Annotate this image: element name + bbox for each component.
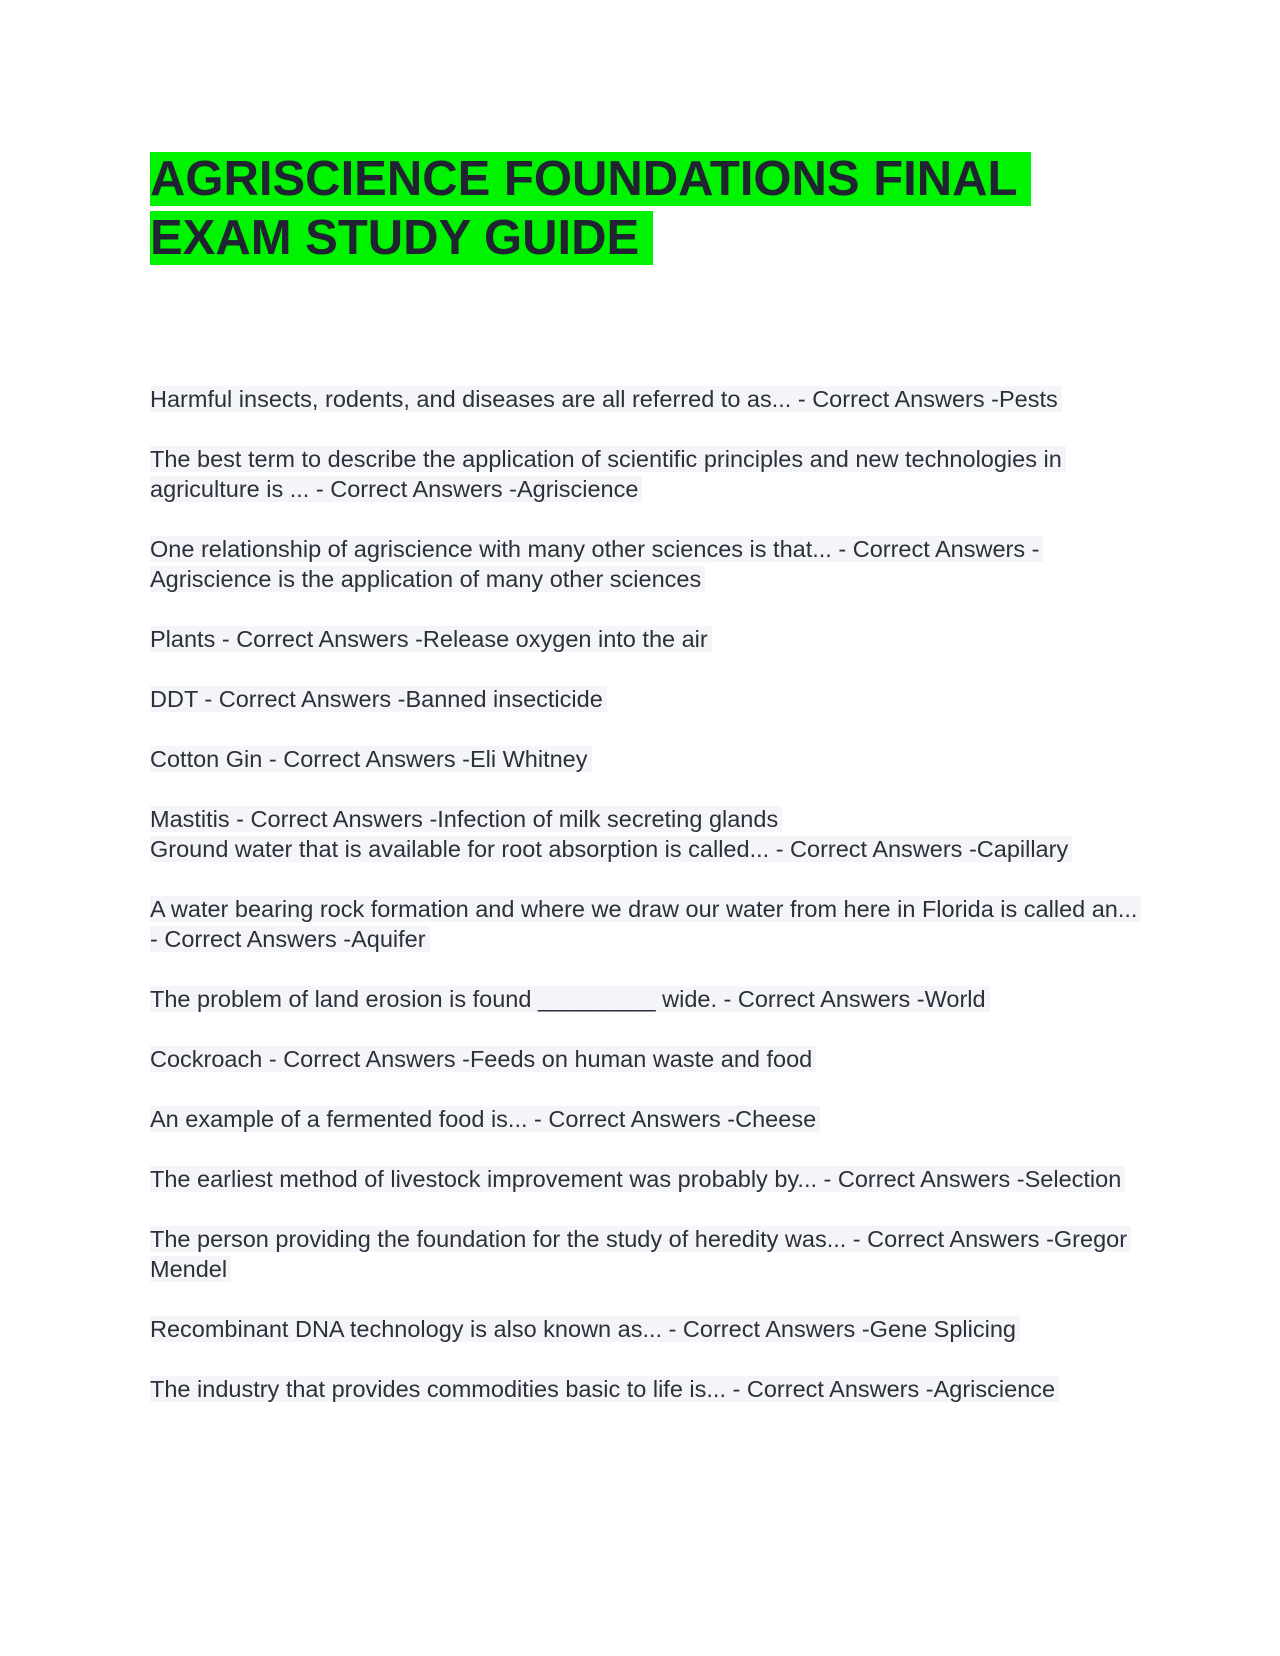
- list-item: The person providing the foundation for the study of heredity was... - Correct Answers -Gregor Mendel: [150, 1224, 1140, 1284]
- document-page: [150, 150, 1140, 1402]
- document-title: [150, 150, 1140, 268]
- list-item: Recombinant DNA technology is also known as... - Correct Answers -Gene Splicing: [150, 1314, 1140, 1344]
- list-item: Cockroach - Correct Answers -Feeds on human waste and food: [150, 1044, 1140, 1074]
- title-highlight: AGRISCIENCE FOUNDATIONS FINAL EXAM STUDY GUIDE: [150, 152, 1031, 265]
- list-item: Harmful insects, rodents, and diseases are all referred to as... - Correct Answers -Pests: [150, 384, 1140, 414]
- list-item: The industry that provides commodities basic to life is... - Correct Answers -Agriscience: [150, 1374, 1140, 1404]
- list-item: An example of a fermented food is... - Correct Answers -Cheese: [150, 1104, 1140, 1134]
- list-item: Ground water that is available for root absorption is called... - Correct Answers -Capillary: [150, 834, 1140, 864]
- question-answer-list: [150, 384, 1140, 1434]
- list-item: The earliest method of livestock improvement was probably by... - Correct Answers -Selection: [150, 1164, 1140, 1194]
- list-item: A water bearing rock formation and where we draw our water from here in Florida is called an... - Correct Answers -Aquifer: [150, 894, 1140, 954]
- list-item: DDT - Correct Answers -Banned insecticide: [150, 684, 1140, 714]
- list-item: The problem of land erosion is found _________ wide. - Correct Answers -World: [150, 984, 1140, 1014]
- list-item: Cotton Gin - Correct Answers -Eli Whitney: [150, 744, 1140, 774]
- list-item: One relationship of agriscience with many other sciences is that... - Correct Answers -Agriscience is the application of many other sciences: [150, 534, 1140, 594]
- list-item: The best term to describe the application of scientific principles and new technologies in agriculture is ... - Correct Answers -Agriscience: [150, 444, 1140, 504]
- list-item: Mastitis - Correct Answers -Infection of milk secreting glands: [150, 804, 1140, 834]
- list-item: Plants - Correct Answers -Release oxygen into the air: [150, 624, 1140, 654]
